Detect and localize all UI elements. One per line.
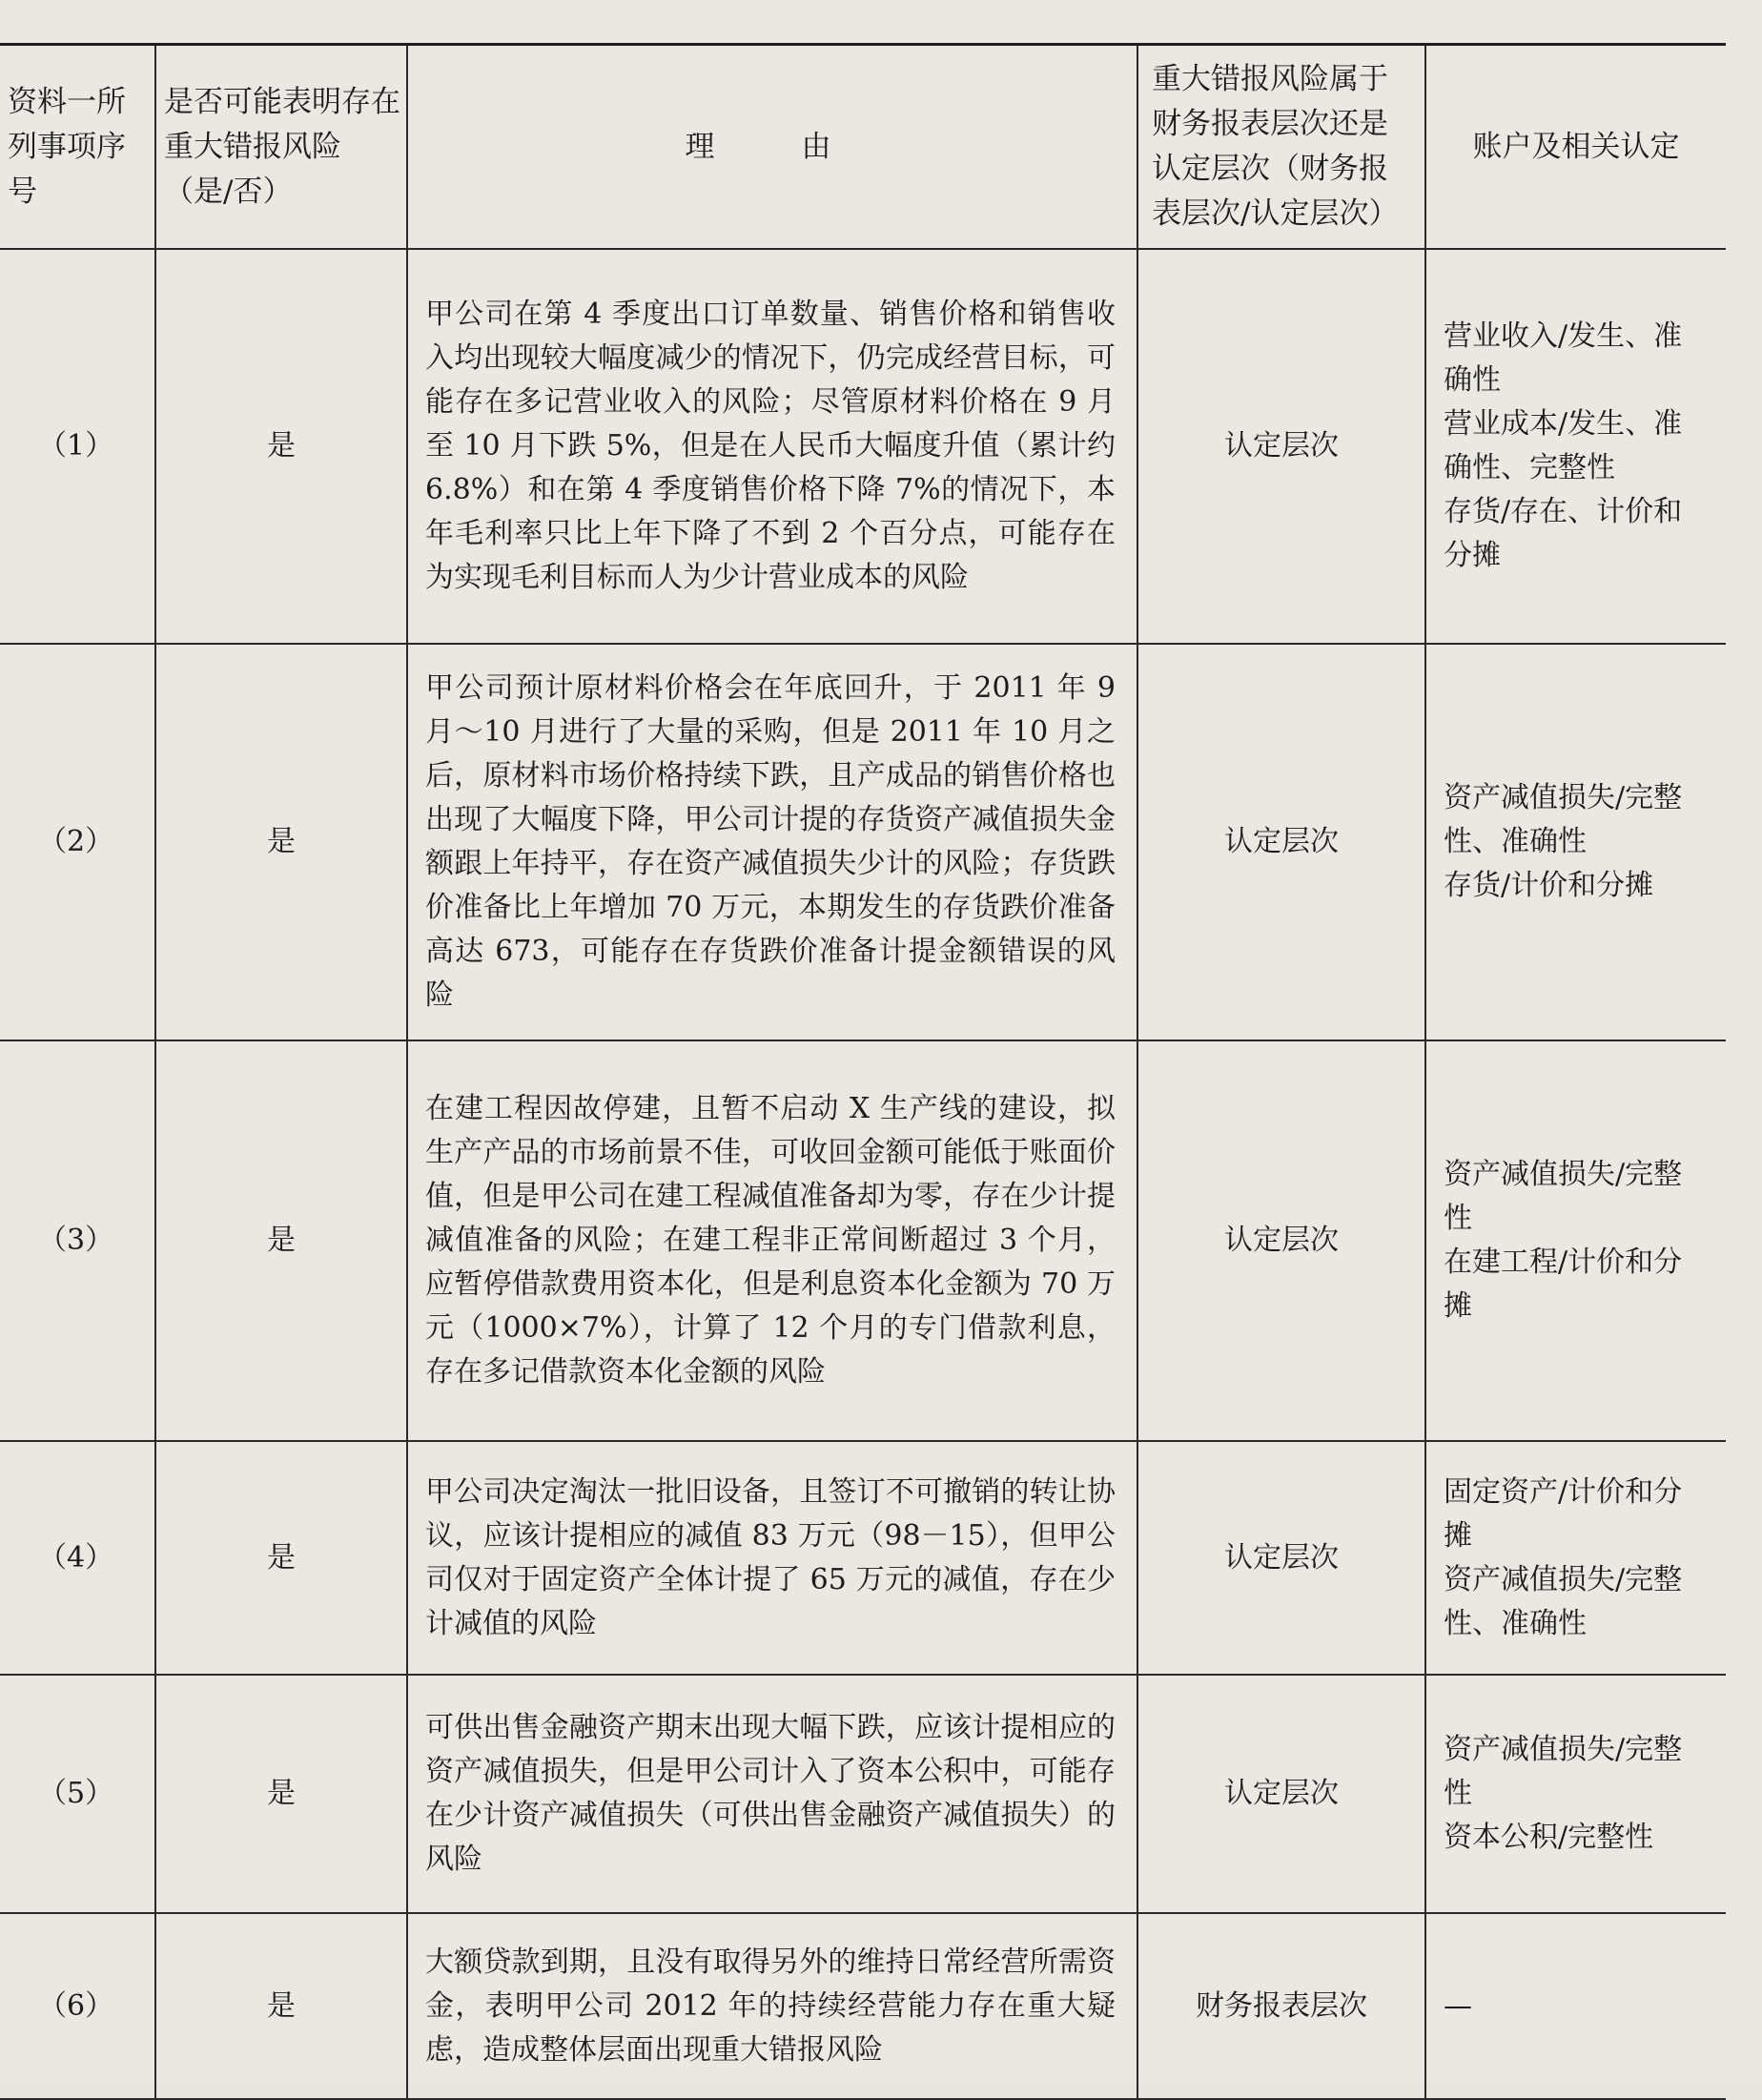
risk-indicated: 是	[155, 1913, 407, 2099]
table-header-row	[0, 45, 1726, 250]
account-assertion: 在建工程/计价和分摊	[1444, 1246, 1683, 1323]
accounts-assertions	[1425, 1913, 1726, 2099]
risk-indicated: 是	[155, 644, 407, 1040]
account-assertion: 资产减值损失/完整性、准确性	[1444, 781, 1683, 858]
reason-text: 可供出售金融资产期末出现大幅下跌，应该计提相应的资产减值损失，但是甲公司计入了资本公积中，可能存在少计资产减值损失（可供出售金融资产减值损失）的风险	[407, 1675, 1137, 1913]
risk-level: 财务报表层次	[1137, 1913, 1425, 2099]
reason-text: 大额贷款到期，且没有取得另外的维持日常经营所需资金，表明甲公司 2012 年的持续经营能力存在重大疑虑，造成整体层面出现重大错报风险	[407, 1913, 1137, 2099]
account-assertion: 资产减值损失/完整性	[1444, 1158, 1683, 1235]
table-row	[0, 1441, 1726, 1675]
item-number: （5）	[0, 1675, 155, 1913]
table-row	[0, 1675, 1726, 1913]
accounts-assertions	[1425, 1441, 1726, 1675]
account-assertion: 存货/计价和分摊	[1444, 869, 1654, 902]
risk-indicated: 是	[155, 1441, 407, 1675]
item-number: （6）	[0, 1913, 155, 2099]
header-item-number: 资料一所列事项序号	[0, 45, 155, 250]
accounts-assertions	[1425, 644, 1726, 1040]
risk-indicated: 是	[155, 1040, 407, 1441]
account-assertion: —	[1444, 1988, 1472, 2023]
risk-level: 认定层次	[1137, 1675, 1425, 1913]
account-assertion: 存货/存在、计价和分摊	[1444, 495, 1683, 572]
reason-text: 甲公司在第 4 季度出口订单数量、销售价格和销售收入均出现较大幅度减少的情况下，仍完成经营目标，可能存在多记营业收入的风险；尽管原材料价格在 9 月至 10 月下跌 5%，但是在人民币大幅度升值（累计约 6.8%）和在第 4 季度销售价格下降 7%的情况下，本年毛利率只比上年下降了不到 2 个百分点，可能存在为实现毛利目标而人为少计营业成本的风险	[407, 249, 1137, 644]
risk-level: 认定层次	[1137, 1040, 1425, 1441]
risk-level: 认定层次	[1137, 1441, 1425, 1675]
reason-text: 在建工程因故停建，且暂不启动 X 生产线的建设，拟生产产品的市场前景不佳，可收回金额可能低于账面价值，但是甲公司在建工程减值准备却为零，存在少计提减值准备的风险；在建工程非正常间断超过 3 个月，应暂停借款费用资本化，但是利息资本化金额为 70 万元（1000×7%），计算了 12 个月的专门借款利息，存在多记借款资本化金额的风险	[407, 1040, 1137, 1441]
item-number: （4）	[0, 1441, 155, 1675]
risk-assessment-table-container	[0, 43, 1726, 2100]
table-row	[0, 644, 1726, 1040]
risk-indicated: 是	[155, 1675, 407, 1913]
reason-text: 甲公司决定淘汰一批旧设备，且签订不可撤销的转让协议，应该计提相应的减值 83 万元（98－15），但甲公司仅对于固定资产全体计提了 65 万元的减值，存在少计减值的风险	[407, 1441, 1137, 1675]
account-assertion: 营业成本/发生、准确性、完整性	[1444, 407, 1683, 484]
account-assertion: 资产减值损失/完整性	[1444, 1733, 1683, 1810]
item-number: （3）	[0, 1040, 155, 1441]
accounts-assertions	[1425, 1675, 1726, 1913]
table-row	[0, 1913, 1726, 2099]
account-assertion: 固定资产/计价和分摊	[1444, 1474, 1683, 1553]
table-row	[0, 249, 1726, 644]
risk-assessment-table	[0, 43, 1726, 2100]
header-reason: 理 由	[407, 45, 1137, 250]
header-risk-indicated: 是否可能表明存在重大错报风险（是/否）	[155, 45, 407, 250]
risk-level: 认定层次	[1137, 644, 1425, 1040]
account-assertion: 营业收入/发生、准确性	[1444, 319, 1683, 397]
item-number: （2）	[0, 644, 155, 1040]
risk-indicated: 是	[155, 249, 407, 644]
header-risk-level: 重大错报风险属于财务报表层次还是认定层次（财务报表层次/认定层次）	[1137, 45, 1425, 250]
header-accounts-assertions: 账户及相关认定	[1425, 45, 1726, 250]
account-assertion: 资本公积/完整性	[1444, 1821, 1654, 1854]
table-row	[0, 1040, 1726, 1441]
item-number: （1）	[0, 249, 155, 644]
risk-level: 认定层次	[1137, 249, 1425, 644]
accounts-assertions	[1425, 249, 1726, 644]
reason-text: 甲公司预计原材料价格会在年底回升，于 2011 年 9 月～10 月进行了大量的采购，但是 2011 年 10 月之后，原材料市场价格持续下跌，且产成品的销售价格也出现了大幅度下降，甲公司计提的存货资产减值损失金额跟上年持平，存在资产减值损失少计的风险；存货跌价准备比上年增加 70 万元，本期发生的存货跌价准备高达 673，可能存在存货跌价准备计提金额错误的风险	[407, 644, 1137, 1040]
account-assertion: 资产减值损失/完整性、准确性	[1444, 1562, 1683, 1640]
accounts-assertions	[1425, 1040, 1726, 1441]
